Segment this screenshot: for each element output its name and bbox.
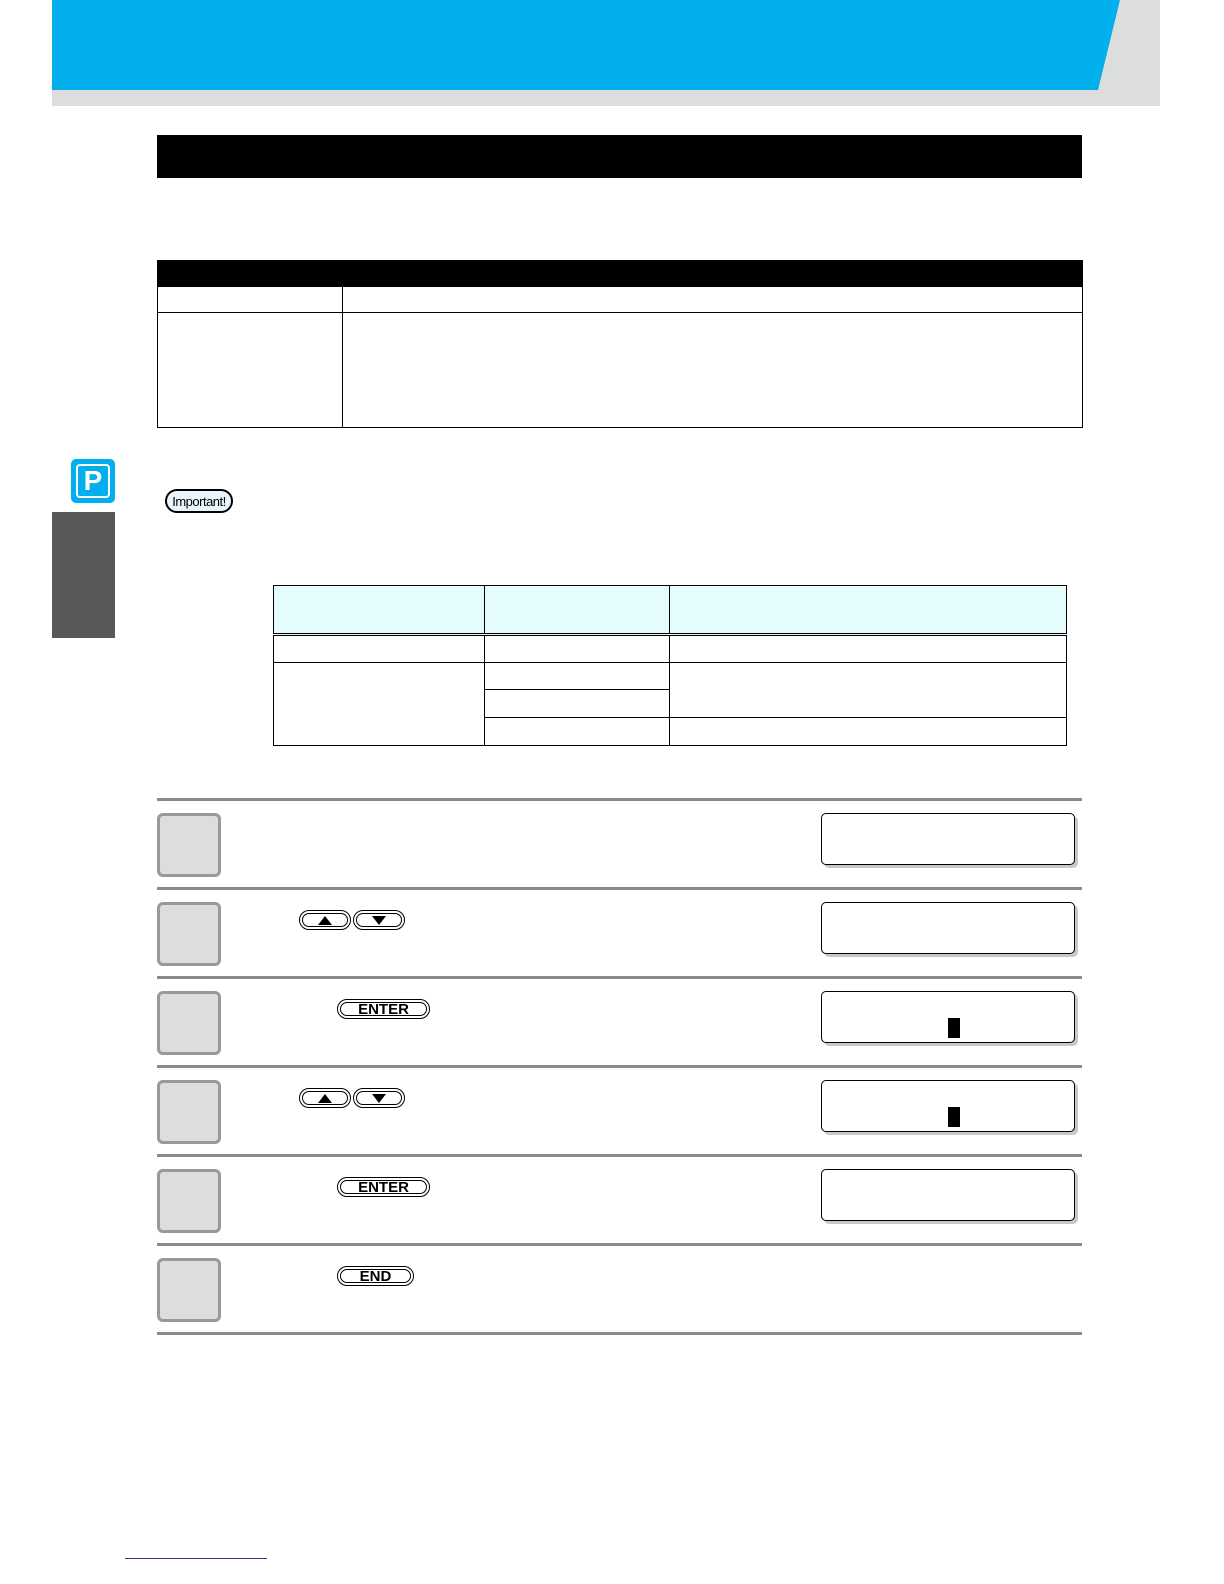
lcd-display (821, 813, 1075, 865)
up-key-button[interactable] (299, 910, 351, 930)
enter-key-label: ENTER (358, 1178, 409, 1196)
settings-table (157, 260, 1083, 428)
section-title-bar (157, 135, 1082, 178)
chapter-side-tab (52, 512, 115, 638)
table-cell (670, 635, 1067, 663)
up-key-button[interactable] (299, 1088, 351, 1108)
table-cell (670, 663, 1067, 718)
table-cell (343, 287, 1083, 313)
lcd-display (821, 902, 1075, 954)
footer-rule (125, 1558, 267, 1559)
lcd-display (821, 991, 1075, 1043)
step-number-box (157, 1169, 221, 1233)
table-row (274, 635, 1067, 663)
table-header-row (274, 586, 1067, 635)
table-header-cell (158, 261, 343, 287)
enter-key-label: ENTER (358, 1000, 409, 1018)
step-number-box (157, 1080, 221, 1144)
lcd-display (821, 1169, 1075, 1221)
down-arrow-icon (372, 1094, 386, 1103)
lcd-cursor (948, 1107, 960, 1127)
p-badge-letter: P (83, 465, 103, 496)
table-cell (485, 663, 670, 690)
table-cell (485, 718, 670, 746)
down-key-button[interactable] (353, 1088, 405, 1108)
enter-key-button[interactable] (337, 1177, 430, 1197)
enter-key-button[interactable] (337, 999, 430, 1019)
step-number-box (157, 1258, 221, 1322)
table-cell (158, 313, 343, 428)
step-6 (157, 1243, 1082, 1335)
table-row (274, 663, 1067, 690)
down-key-button[interactable] (353, 910, 405, 930)
up-arrow-icon (318, 916, 332, 925)
table-cell (343, 313, 1083, 428)
table-cell (274, 663, 485, 746)
important-label: Important! (172, 493, 226, 509)
table-header-cell (670, 586, 1067, 635)
step-4 (157, 1065, 1082, 1154)
table-cell (485, 690, 670, 718)
table-header-row (158, 261, 1083, 287)
step-3 (157, 976, 1082, 1065)
end-key-label: END (359, 1267, 392, 1285)
table-cell (485, 635, 670, 663)
table-header-cell (274, 586, 485, 635)
table-row (158, 313, 1083, 428)
step-number-box (157, 813, 221, 877)
step-2 (157, 887, 1082, 976)
end-key-button[interactable] (337, 1266, 414, 1286)
lcd-display (821, 1080, 1075, 1132)
options-table (273, 585, 1067, 746)
up-arrow-icon (318, 1094, 332, 1103)
procedure-steps (157, 798, 1082, 1335)
step-number-box (157, 902, 221, 966)
table-header-cell (343, 261, 1083, 287)
table-cell (158, 287, 343, 313)
lcd-cursor (948, 1018, 960, 1038)
table-header-cell (485, 586, 670, 635)
p-badge-icon (71, 459, 115, 503)
step-number-box (157, 991, 221, 1055)
table-cell (670, 718, 1067, 746)
down-arrow-icon (372, 916, 386, 925)
table-cell (274, 635, 485, 663)
header-band (52, 0, 1120, 90)
step-5 (157, 1154, 1082, 1243)
step-1 (157, 798, 1082, 887)
important-icon (165, 489, 233, 513)
table-row (158, 287, 1083, 313)
